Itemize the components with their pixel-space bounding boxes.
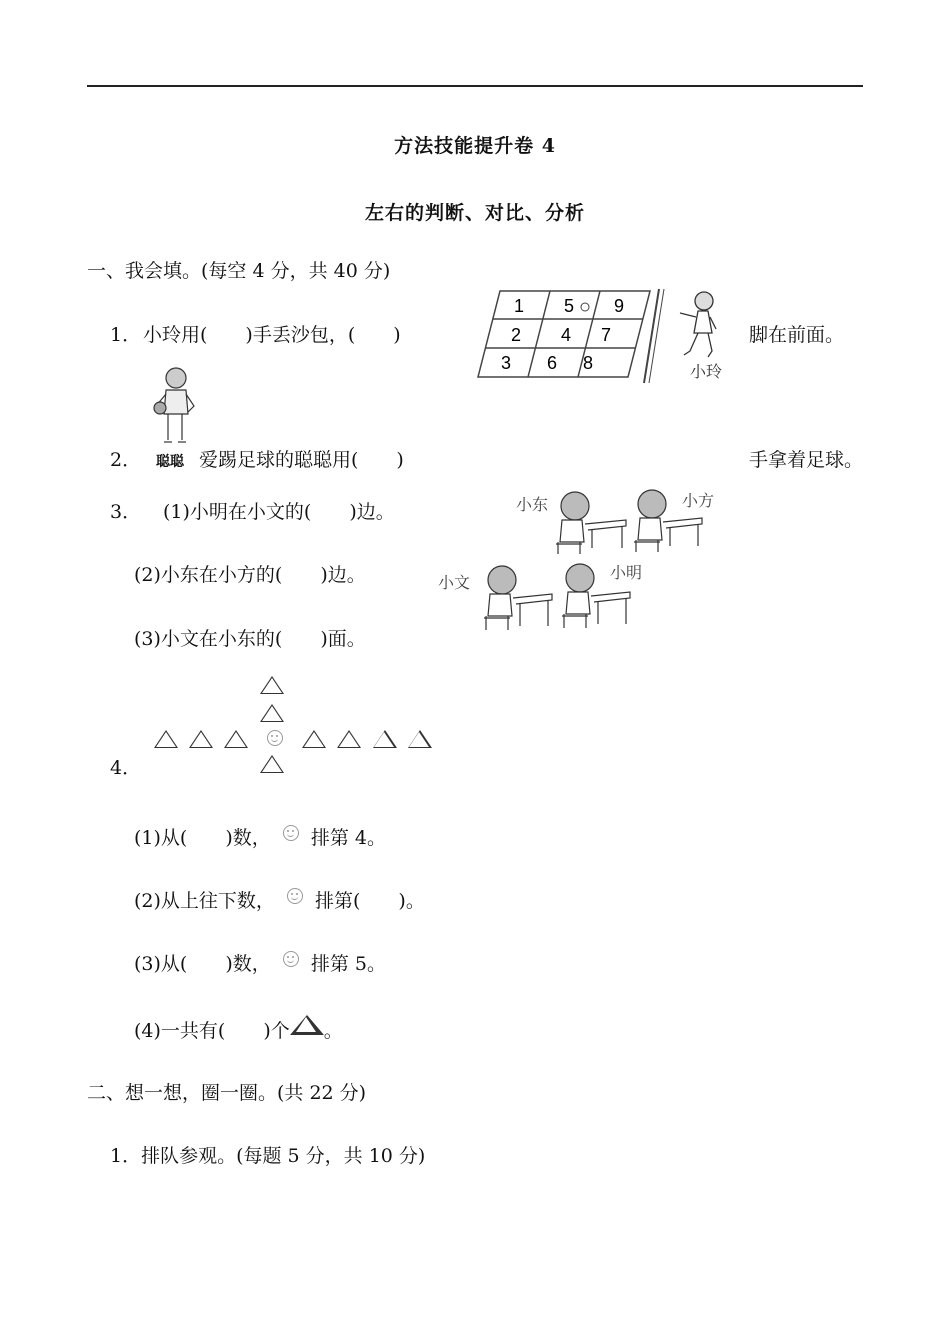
triangle-left-3 — [224, 730, 248, 748]
girl-label: 小玲 — [689, 362, 723, 381]
label-xiaofang: 小方 — [682, 491, 715, 510]
q4-number: 4． — [110, 757, 142, 779]
q4-part1-b: 排第 4。 — [310, 827, 386, 849]
smiley-face-icon — [283, 825, 299, 841]
q4-part4-b: 。 — [323, 1020, 343, 1042]
smiley-face-icon — [283, 951, 299, 967]
section2-q1: 1．排队参观。(每题 5 分，共 10 分) — [110, 1145, 426, 1167]
q3-part2: (2)小东在小方的( )边。 — [134, 564, 366, 586]
q3-part1: (1)小明在小文的( )边。 — [163, 501, 395, 523]
q1-number: 1． — [110, 324, 142, 346]
q3-number: 3． — [110, 501, 142, 523]
top-rule — [87, 85, 863, 87]
girl-xiaoling-figure — [680, 292, 716, 357]
triangle-top-1 — [260, 676, 284, 698]
page-subtitle: 左右的判断、对比、分析 — [364, 202, 585, 224]
q2-name-label: 聪聪 — [156, 454, 184, 470]
grid-number-5: 5 — [563, 296, 575, 316]
triangle-right-4 — [408, 730, 432, 748]
grid-number-9: 9 — [613, 296, 625, 316]
q3-part3: (3)小文在小东的( )面。 — [134, 628, 366, 650]
q1-text: 小玲用( )手丢沙包，( ) — [143, 324, 401, 346]
q4-part2 — [134, 889, 425, 913]
hopscotch-grid-illustration — [472, 285, 742, 385]
sandbag-icon — [581, 303, 589, 311]
label-xiaodong: 小东 — [516, 495, 549, 514]
q2-number: 2． — [110, 449, 142, 471]
q4-part4 — [134, 1017, 343, 1043]
q4-part3-b: 排第 5。 — [310, 953, 386, 975]
smiley-face-icon — [287, 888, 303, 904]
q2-tail: 手拿着足球。 — [749, 449, 864, 471]
smiley-face-icon — [267, 730, 283, 746]
grid-number-6: 6 — [546, 353, 558, 373]
q4-part1-a: (1)从( )数， — [134, 827, 271, 849]
label-xiaoming: 小明 — [610, 563, 643, 582]
q2-text: 爱踢足球的聪聪用( ) — [199, 449, 404, 471]
grid-number-2: 2 — [510, 325, 522, 345]
grid-number-8: 8 — [582, 353, 594, 373]
triangle-bottom-1 — [260, 755, 284, 777]
triangle-right-3 — [373, 730, 397, 748]
section1-heading: 一、我会填。(每空 4 分，共 40 分) — [87, 260, 391, 282]
q4-part2-a: (2)从上往下数， — [134, 890, 275, 912]
triangle-row — [154, 730, 432, 752]
triangle-right-2 — [337, 730, 361, 748]
classroom-desks-illustration — [430, 480, 730, 640]
grid-number-4: 4 — [560, 325, 572, 345]
triangle-left-2 — [189, 730, 213, 748]
section2-heading: 二、想一想，圈一圈。(共 22 分) — [87, 1082, 367, 1104]
triangle-icon — [290, 1015, 324, 1035]
q4-part3 — [134, 952, 386, 976]
grid-number-1: 1 — [513, 296, 525, 316]
q4-part3-a: (3)从( )数， — [134, 953, 271, 975]
q4-part2-b: 排第( )。 — [315, 890, 425, 912]
grid-number-3: 3 — [500, 353, 512, 373]
page-title: 方法技能提升卷 4 — [394, 135, 556, 157]
triangle-top-2 — [260, 704, 284, 726]
triangle-left-1 — [154, 730, 178, 748]
q4-part4-a: (4)一共有( )个 — [134, 1020, 290, 1042]
q1-tail: 脚在前面。 — [749, 324, 845, 346]
grid-number-7: 7 — [600, 325, 612, 345]
label-xiaowen: 小文 — [438, 573, 471, 592]
triangle-right-1 — [302, 730, 326, 748]
boy-with-ball-illustration — [148, 366, 204, 446]
q4-part1 — [134, 826, 386, 850]
